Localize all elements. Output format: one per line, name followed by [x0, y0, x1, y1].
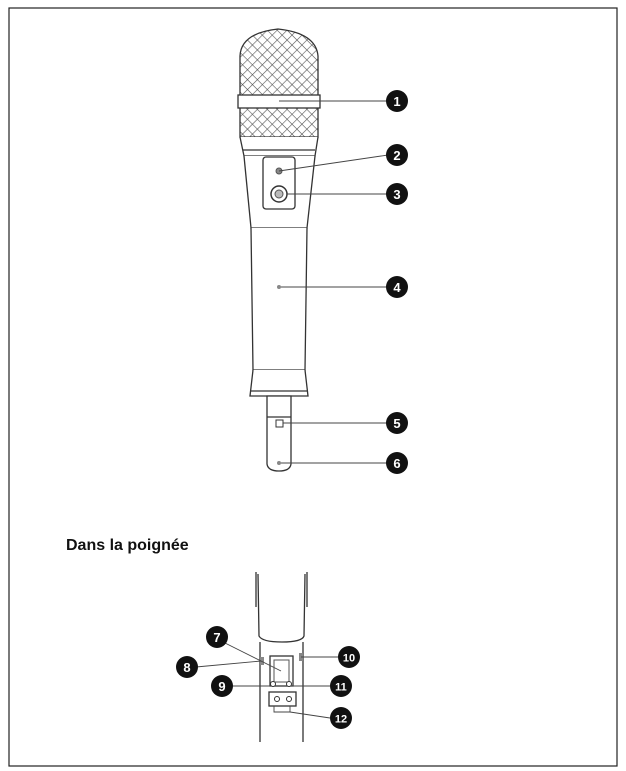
callout-2 [386, 144, 408, 166]
callout-1-label: 1 [393, 94, 401, 109]
callout-11-label: 11 [335, 681, 347, 694]
callout-4-label: 4 [393, 280, 401, 295]
section-heading: Dans la poignée [66, 537, 189, 554]
bottom-ring [250, 370, 308, 396]
callout-7 [206, 626, 228, 648]
callout-6-label: 6 [393, 456, 401, 471]
callout-5-label: 5 [393, 416, 401, 431]
antenna-connector [267, 396, 291, 471]
microphone-illustration [238, 29, 320, 471]
callout-10-label: 10 [342, 652, 356, 665]
callout-3 [386, 183, 408, 205]
callout-3-label: 3 [393, 187, 401, 202]
callout-6 [386, 452, 408, 474]
callout-10 [338, 646, 360, 668]
grille-ring [238, 95, 320, 108]
callout-11 [330, 675, 352, 697]
handle-section [258, 574, 305, 642]
callout-9 [211, 675, 233, 697]
callout-8 [176, 656, 198, 678]
callout-9-label: 9 [218, 679, 226, 694]
callout-1 [386, 90, 408, 112]
callout-2-label: 2 [393, 148, 401, 163]
callout-5 [386, 412, 408, 434]
mic-handle-grip [251, 228, 307, 370]
grip-center-dot [277, 285, 281, 289]
callout-8-label: 8 [183, 660, 191, 675]
callout-12-label: 12 [334, 713, 348, 726]
handle-interior-illustration [256, 572, 307, 742]
callout-12 [330, 707, 352, 729]
mic-grille [240, 29, 318, 137]
callout-4 [386, 276, 408, 298]
callout-7-label: 7 [213, 630, 221, 645]
connector-switch [276, 420, 283, 427]
